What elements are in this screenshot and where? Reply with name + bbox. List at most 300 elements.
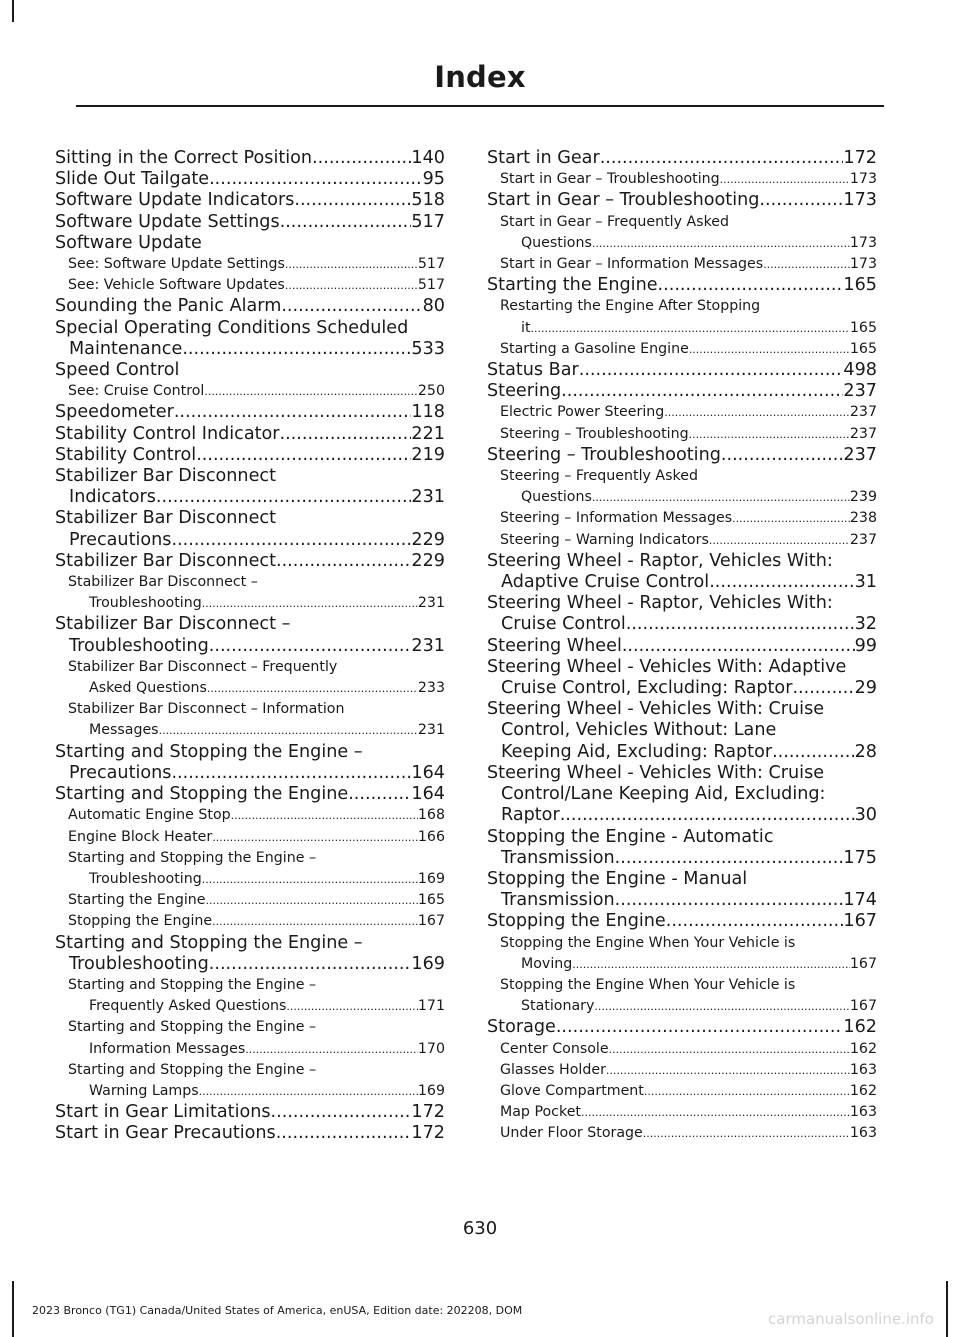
entry-text: Stabilizer Bar Disconnect — [55, 508, 276, 529]
page-ref: 169 — [417, 1082, 445, 1099]
index-subentry — [55, 699, 445, 741]
index-subentry — [55, 975, 445, 1017]
entry-text: Steering – Frequently Asked — [500, 468, 698, 485]
entry-text: Center Console — [500, 1040, 609, 1057]
index-subentry — [55, 572, 445, 614]
entry-line — [500, 508, 877, 529]
page-ref: 250 — [417, 383, 445, 400]
entry-text: Start in Gear – Troubleshooting — [487, 190, 760, 211]
dot-leader — [174, 402, 412, 423]
dot-leader — [276, 1123, 412, 1144]
entry-text: Storage — [487, 1017, 556, 1038]
dot-leader — [271, 1102, 412, 1123]
page-ref: 171 — [417, 998, 445, 1015]
entry-line — [68, 827, 445, 848]
entry-line — [55, 318, 445, 339]
entry-text: Slide Out Tailgate — [55, 169, 210, 190]
entry-line — [487, 572, 877, 593]
dot-leader — [276, 551, 411, 572]
page-ref: 170 — [417, 1040, 445, 1057]
page-ref: 231 — [417, 595, 445, 612]
dot-leader — [615, 848, 844, 869]
dot-leader — [245, 1039, 418, 1060]
page-ref: 517 — [417, 277, 445, 294]
entry-text: Stabilizer Bar Disconnect – — [55, 614, 291, 635]
entry-line — [68, 996, 445, 1017]
entry-text: Cruise Control, Excluding: Raptor — [501, 678, 793, 699]
dot-leader — [531, 318, 850, 339]
entry-line — [55, 1102, 445, 1123]
page-ref: 237 — [849, 404, 877, 421]
entry-text: Starting a Gasoline Engine — [500, 340, 689, 357]
entry-line — [487, 1017, 877, 1038]
page-ref: 237 — [843, 444, 877, 465]
dot-leader — [294, 190, 411, 211]
index-entry — [55, 614, 445, 656]
entry-line — [55, 614, 445, 635]
index-entry — [55, 212, 445, 233]
dot-leader — [202, 593, 418, 614]
index-subentry — [487, 296, 877, 338]
page-ref: 165 — [849, 319, 877, 336]
index-column-left — [55, 148, 445, 1145]
page-ref: 237 — [849, 531, 877, 548]
page-ref: 118 — [411, 402, 445, 423]
entry-text: Asked Questions — [89, 680, 207, 697]
entry-line — [500, 996, 877, 1017]
entry-text: Sitting in the Correct Position — [55, 148, 313, 168]
entry-line — [500, 339, 877, 360]
page-ref: 165 — [417, 892, 445, 909]
page-ref: 238 — [849, 510, 877, 527]
entry-line — [487, 275, 877, 296]
page-ref: 167 — [849, 998, 877, 1015]
page-ref: 221 — [411, 423, 445, 444]
page-ref: 174 — [843, 890, 877, 911]
entry-line — [55, 148, 445, 169]
entry-line — [68, 657, 445, 678]
entry-line — [55, 190, 445, 211]
index-entry — [487, 763, 877, 827]
dot-leader — [280, 212, 412, 233]
dot-leader — [556, 1017, 844, 1038]
index-subentry — [487, 530, 877, 551]
entry-text: Start in Gear – Troubleshooting — [500, 171, 720, 188]
index-subentry — [487, 339, 877, 360]
index-entry — [487, 699, 877, 763]
page-ref: 173 — [843, 190, 877, 211]
index-subentry — [55, 911, 445, 932]
entry-text: Steering – Troubleshooting — [487, 444, 721, 465]
dot-leader — [212, 911, 418, 932]
entry-text: Precautions — [69, 529, 172, 550]
entry-line — [55, 1123, 445, 1144]
entry-text: Under Floor Storage — [500, 1125, 643, 1142]
index-entry — [55, 318, 445, 360]
entry-text: Raptor — [501, 805, 560, 826]
entry-line — [487, 784, 877, 805]
dot-leader — [202, 869, 418, 890]
title-divider — [76, 105, 884, 107]
index-entry — [487, 657, 877, 699]
index-entry — [487, 148, 877, 169]
dot-leader — [159, 720, 418, 741]
index-subentry — [55, 1060, 445, 1102]
index-entry — [487, 275, 877, 296]
index-subentry — [487, 933, 877, 975]
entry-text: See: Vehicle Software Updates — [68, 277, 285, 294]
index-entry — [487, 911, 877, 932]
page-ref: 32 — [854, 614, 877, 635]
entry-line — [487, 805, 877, 826]
page-ref: 80 — [422, 296, 445, 317]
entry-line — [68, 254, 445, 275]
entry-text: Starting the Engine — [487, 275, 658, 296]
index-entry — [55, 445, 445, 466]
index-entry — [55, 190, 445, 211]
entry-line — [55, 466, 445, 487]
entry-line — [55, 954, 445, 975]
entry-line — [55, 212, 445, 233]
index-subentry — [55, 381, 445, 402]
entry-line — [55, 551, 445, 572]
entry-line — [68, 890, 445, 911]
index-entry — [55, 508, 445, 550]
entry-line — [55, 233, 445, 254]
entry-text: Steering – Troubleshooting — [500, 425, 689, 442]
entry-line — [487, 742, 877, 763]
index-entry — [487, 827, 877, 869]
entry-line — [55, 169, 445, 190]
entry-text: Special Operating Conditions Scheduled — [55, 317, 409, 338]
entry-text: Software Update Indicators — [55, 190, 295, 211]
dot-leader — [312, 148, 411, 169]
page-ref: 166 — [417, 828, 445, 845]
entry-line — [487, 148, 877, 169]
dot-leader — [792, 678, 854, 699]
page-ref: 31 — [854, 572, 877, 593]
entry-text: Stopping the Engine - Automatic — [487, 826, 774, 847]
entry-line — [55, 763, 445, 784]
index-entry — [487, 1017, 877, 1038]
entry-line — [487, 551, 877, 572]
entry-line — [487, 678, 877, 699]
entry-line — [500, 975, 877, 996]
page-ref: 518 — [411, 190, 445, 211]
index-entry — [55, 784, 445, 805]
page-ref: 162 — [849, 1082, 877, 1099]
dot-leader — [644, 1081, 850, 1102]
entry-text: it — [521, 319, 531, 336]
dot-leader — [231, 805, 418, 826]
page-ref: 169 — [417, 870, 445, 887]
page-ref: 168 — [417, 807, 445, 824]
entry-text: Keeping Aid, Excluding: Raptor — [501, 741, 773, 762]
entry-text: Steering — [487, 381, 562, 402]
index-entry — [55, 742, 445, 784]
entry-text: See: Cruise Control — [68, 383, 205, 400]
entry-line — [55, 636, 445, 657]
page-ref: 172 — [843, 148, 877, 168]
entry-line — [500, 1060, 877, 1081]
entry-text: Stopping the Engine When Your Vehicle is — [500, 976, 796, 993]
page-ref: 517 — [417, 256, 445, 273]
dot-leader — [212, 827, 418, 848]
entry-line — [55, 933, 445, 954]
entry-line — [500, 402, 877, 423]
entry-text: Restarting the Engine After Stopping — [500, 298, 761, 315]
index-entry — [55, 933, 445, 975]
entry-text: Automatic Engine Stop — [68, 807, 231, 824]
entry-line — [500, 530, 877, 551]
dot-leader — [286, 996, 418, 1017]
dot-leader — [561, 381, 843, 402]
entry-text: Steering Wheel - Vehicles With: Cruise — [487, 699, 825, 720]
entry-text: Frequently Asked Questions — [89, 998, 287, 1015]
dot-leader — [196, 445, 411, 466]
entry-text: Troubleshooting — [89, 870, 202, 887]
page-ref: 173 — [849, 256, 877, 273]
entry-line — [500, 487, 877, 508]
page-ref: 165 — [843, 275, 877, 296]
index-subentry — [487, 424, 877, 445]
entry-line — [500, 933, 877, 954]
dot-leader — [666, 911, 844, 932]
crop-mark-bottom-left — [12, 1281, 14, 1337]
dot-leader — [209, 169, 423, 190]
entry-text: Transmission — [501, 847, 615, 868]
crop-mark-top-left — [12, 0, 14, 22]
index-subentry — [55, 848, 445, 890]
entry-text: Start in Gear – Information Messages — [500, 256, 764, 273]
dot-leader — [206, 890, 418, 911]
entry-text: Troubleshooting — [69, 953, 209, 974]
index-entry — [55, 148, 445, 169]
dot-leader — [615, 890, 844, 911]
entry-text: Steering – Warning Indicators — [500, 531, 709, 548]
page-ref: 173 — [849, 171, 877, 188]
index-entry — [487, 593, 877, 635]
page-ref: 517 — [411, 211, 445, 232]
index-entry — [487, 360, 877, 381]
dot-leader — [348, 784, 411, 805]
entry-line — [68, 593, 445, 614]
entry-line — [68, 1081, 445, 1102]
entry-line — [487, 827, 877, 848]
index-subentry — [487, 975, 877, 1017]
page-ref: 163 — [849, 1061, 877, 1078]
entry-line — [68, 720, 445, 741]
entry-line — [487, 869, 877, 890]
entry-text: Stability Control Indicator — [55, 423, 280, 444]
entry-line — [487, 593, 877, 614]
page-ref: 231 — [411, 635, 445, 656]
entry-line — [487, 699, 877, 720]
entry-text: Software Update — [55, 232, 202, 253]
entry-text: Steering Wheel - Vehicles With: Adaptive — [487, 656, 847, 677]
page-number: 630 — [462, 1218, 498, 1239]
entry-text: Information Messages — [89, 1040, 246, 1057]
index-subentry — [487, 466, 877, 508]
index-subentry — [487, 1039, 877, 1060]
entry-text: Adaptive Cruise Control — [501, 572, 710, 593]
dot-leader — [204, 381, 418, 402]
entry-text: Start in Gear – Frequently Asked — [500, 213, 730, 230]
dot-leader — [207, 678, 418, 699]
entry-text: Stopping the Engine - Manual — [487, 868, 748, 889]
page-ref: 140 — [411, 148, 445, 168]
entry-text: Questions — [521, 489, 592, 506]
dot-leader — [182, 339, 411, 360]
entry-line — [500, 1081, 877, 1102]
entry-line — [487, 890, 877, 911]
entry-text: Maintenance — [69, 338, 183, 359]
entry-line — [500, 318, 877, 339]
entry-text: Warning Lamps — [89, 1082, 199, 1099]
entry-text: Stopping the Engine — [68, 913, 213, 930]
entry-text: Moving — [521, 955, 573, 972]
dot-leader — [720, 169, 850, 190]
index-column-right — [487, 148, 877, 1145]
dot-leader — [689, 339, 850, 360]
entry-line — [68, 678, 445, 699]
entry-text: Troubleshooting — [89, 595, 202, 612]
entry-line — [487, 614, 877, 635]
index-entry — [487, 445, 877, 466]
entry-text: Stabilizer Bar Disconnect – Frequently — [68, 658, 338, 675]
entry-line — [487, 360, 877, 381]
entry-text: Steering – Information Messages — [500, 510, 733, 527]
index-subentry — [55, 805, 445, 826]
index-subentry — [487, 212, 877, 254]
entry-text: Stabilizer Bar Disconnect — [55, 550, 276, 571]
entry-line — [487, 848, 877, 869]
entry-line — [487, 381, 877, 402]
entry-line — [500, 424, 877, 445]
index-entry — [487, 551, 877, 593]
page-ref: 163 — [849, 1104, 877, 1121]
entry-line — [487, 763, 877, 784]
entry-line — [68, 975, 445, 996]
entry-text: Steering Wheel — [487, 635, 622, 656]
page-ref: 172 — [411, 1102, 445, 1123]
entry-line — [55, 296, 445, 317]
dot-leader — [626, 614, 855, 635]
dot-leader — [285, 275, 418, 296]
entry-text: Stabilizer Bar Disconnect – — [68, 574, 258, 591]
entry-text: Stability Control — [55, 444, 197, 465]
page-ref: 231 — [417, 722, 445, 739]
entry-line — [500, 254, 877, 275]
entry-text: Start in Gear Precautions — [55, 1123, 276, 1144]
entry-line — [500, 466, 877, 487]
dot-leader — [592, 487, 850, 508]
dot-leader — [572, 954, 850, 975]
page-ref: 172 — [411, 1123, 445, 1144]
dot-leader — [732, 508, 850, 529]
entry-text: Steering Wheel - Raptor, Vehicles With: — [487, 593, 833, 614]
entry-text: Engine Block Heater — [68, 828, 213, 845]
entry-line — [500, 169, 877, 190]
entry-text: Control/Lane Keeping Aid, Excluding: — [501, 784, 826, 805]
entry-line — [500, 212, 877, 233]
entry-text: Questions — [521, 234, 592, 251]
entry-text: Starting and Stopping the Engine – — [68, 1061, 317, 1078]
index-entry — [55, 296, 445, 317]
dot-leader — [658, 275, 844, 296]
entry-text: Cruise Control — [501, 614, 626, 635]
entry-text: Starting and Stopping the Engine – — [55, 741, 363, 762]
page-ref: 169 — [411, 953, 445, 974]
entry-line — [55, 742, 445, 763]
page-ref: 99 — [854, 635, 877, 656]
dot-leader — [560, 805, 855, 826]
entry-text: Starting and Stopping the Engine — [55, 784, 349, 805]
index-subentry — [55, 827, 445, 848]
page-ref: 233 — [417, 680, 445, 697]
index-subentry — [487, 169, 877, 190]
entry-line — [500, 233, 877, 254]
entry-text: Steering Wheel - Vehicles With: Cruise — [487, 762, 825, 783]
entry-line — [68, 572, 445, 593]
page-title: Index — [434, 60, 526, 94]
dot-leader — [609, 1039, 850, 1060]
index-subentry — [487, 1060, 877, 1081]
entry-line — [487, 636, 877, 657]
entry-text: Messages — [89, 722, 159, 739]
dot-leader — [622, 636, 855, 657]
entry-text: Stopping the Engine When Your Vehicle is — [500, 934, 796, 951]
entry-text: Starting and Stopping the Engine – — [68, 1019, 317, 1036]
entry-text: See: Software Update Settings — [68, 256, 285, 273]
index-subentry — [55, 657, 445, 699]
page-ref: 533 — [411, 338, 445, 359]
entry-text: Control, Vehicles Without: Lane — [501, 720, 777, 741]
page-ref: 167 — [843, 911, 877, 932]
watermark: carmanualsonline.info — [768, 1310, 934, 1328]
dot-leader — [709, 530, 850, 551]
entry-line — [487, 445, 877, 466]
dot-leader — [171, 763, 411, 784]
dot-leader — [594, 996, 850, 1017]
page-ref: 173 — [849, 234, 877, 251]
dot-leader — [209, 636, 412, 657]
entry-text: Troubleshooting — [69, 635, 209, 656]
page-ref: 28 — [854, 741, 877, 762]
dot-leader — [772, 742, 855, 763]
index-subentry — [487, 1123, 877, 1144]
index-entry — [55, 169, 445, 190]
page-ref: 229 — [411, 529, 445, 550]
entry-text: Starting and Stopping the Engine – — [68, 849, 317, 866]
entry-text: Speedometer — [55, 402, 174, 423]
page-ref: 165 — [849, 340, 877, 357]
dot-leader — [763, 254, 850, 275]
index-entry — [55, 1102, 445, 1123]
dot-leader — [581, 1102, 850, 1123]
dot-leader — [579, 360, 844, 381]
entry-line — [500, 1039, 877, 1060]
entry-line — [55, 530, 445, 551]
page-ref: 162 — [843, 1017, 877, 1038]
entry-line — [55, 424, 445, 445]
page-ref: 167 — [417, 913, 445, 930]
crop-mark-bottom-right — [946, 1281, 948, 1337]
dot-leader — [709, 572, 854, 593]
index-subentry — [55, 275, 445, 296]
entry-text: Starting the Engine — [68, 892, 206, 909]
entry-line — [68, 848, 445, 869]
